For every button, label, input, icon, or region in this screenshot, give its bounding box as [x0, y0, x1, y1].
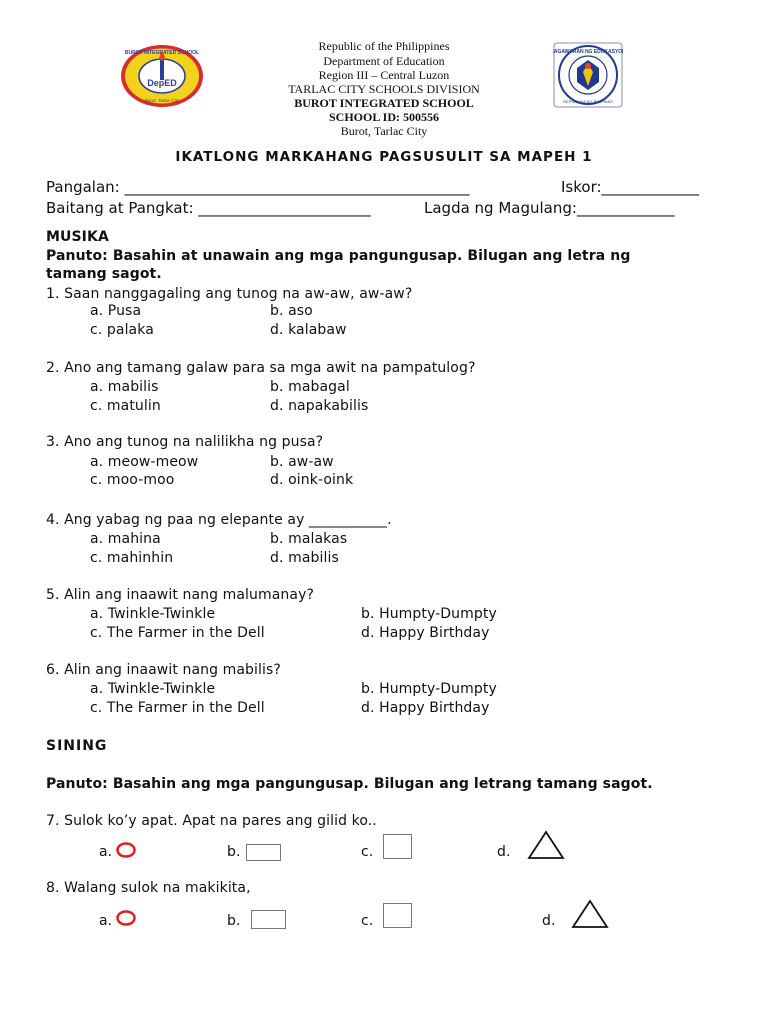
q3-option-d[interactable]: d. oink-oink — [270, 472, 354, 488]
question-8: 8. Walang sulok na makikita, — [46, 880, 251, 896]
q2-option-d[interactable]: d. napakabilis — [270, 398, 369, 414]
q1-option-a[interactable]: a. Pusa — [90, 303, 142, 319]
header-address: Burot, Tarlac City — [340, 124, 428, 138]
rectangle-icon — [246, 844, 282, 866]
q8-option-a[interactable]: a. — [99, 913, 113, 929]
q2-option-c[interactable]: c. matulin — [90, 398, 161, 414]
q2-option-b[interactable]: b. mabagal — [270, 379, 350, 395]
circle-icon — [115, 841, 137, 863]
q6-option-c[interactable]: c. The Farmer in the Dell — [90, 700, 265, 716]
question-7: 7. Sulok ko’y apat. Apat na pares ang gilid ko.. — [46, 813, 377, 829]
q4-option-c[interactable]: c. mahinhin — [90, 550, 174, 566]
q6-option-d[interactable]: d. Happy Birthday — [361, 700, 490, 716]
square-icon — [383, 834, 413, 864]
exam-title: IKATLONG MARKAHANG PAGSUSULIT SA MAPEH 1 — [175, 149, 593, 165]
header-school-name: BUROT INTEGRATED SCHOOL — [294, 96, 474, 110]
question-6: 6. Alin ang inaawit nang mabilis? — [46, 662, 281, 678]
section-heading-musika: MUSIKA — [46, 229, 109, 245]
header-school-id: SCHOOL ID: 500556 — [328, 110, 439, 124]
q1-option-b[interactable]: b. aso — [270, 303, 313, 319]
q1-option-d[interactable]: d. kalabaw — [270, 322, 347, 338]
q3-option-c[interactable]: c. moo-moo — [90, 472, 175, 488]
q3-option-a[interactable]: a. meow-meow — [90, 454, 199, 470]
q8-option-d[interactable]: d. — [542, 913, 556, 929]
parent-signature-field[interactable]: Lagda ng Magulang:_____________ — [424, 199, 675, 217]
q4-option-b[interactable]: b. malakas — [270, 531, 348, 547]
q7-option-a[interactable]: a. — [99, 844, 113, 860]
score-field[interactable]: Iskor:_____________ — [561, 178, 700, 196]
q8-option-c[interactable]: c. — [361, 913, 374, 929]
header-region: Region III – Central Luzon — [318, 68, 450, 82]
sining-directions: Panuto: Basahin ang mga pangungusap. Bilugan ang letrang tamang sagot. — [46, 776, 653, 792]
section-heading-sining: SINING — [46, 738, 108, 754]
question-2: 2. Ano ang tamang galaw para sa mga awit na pampatulog? — [46, 360, 476, 376]
q5-option-b[interactable]: b. Humpty-Dumpty — [361, 606, 497, 622]
name-field[interactable]: Pangalan: ______________________________________________ — [46, 178, 470, 196]
question-3: 3. Ano ang tunog na nalilikha ng pusa? — [46, 434, 324, 450]
rectangle-icon — [251, 910, 287, 934]
q5-option-d[interactable]: d. Happy Birthday — [361, 625, 490, 641]
q7-option-c[interactable]: c. — [361, 844, 374, 860]
svg-text:Burot, Tarlac City: Burot, Tarlac City — [144, 98, 180, 103]
question-1: 1. Saan nanggagaling ang tunog na aw-aw, aw-aw? — [46, 286, 413, 302]
q8-option-b[interactable]: b. — [227, 913, 241, 929]
q5-option-a[interactable]: a. Twinkle-Twinkle — [90, 606, 216, 622]
grade-section-field[interactable]: Baitang at Pangkat: _______________________ — [46, 199, 371, 217]
question-5: 5. Alin ang inaawit nang malumanay? — [46, 587, 315, 603]
q4-option-a[interactable]: a. mahina — [90, 531, 161, 547]
q7-option-d[interactable]: d. — [497, 844, 511, 860]
svg-text:REPUBLIKA NG PILIPINAS: REPUBLIKA NG PILIPINAS — [563, 99, 613, 104]
q6-option-a[interactable]: a. Twinkle-Twinkle — [90, 681, 216, 697]
musika-directions: Panuto: Basahin at unawain ang mga pangungusap. Bilugan ang letra ng — [46, 248, 631, 264]
q4-option-d[interactable]: d. mabilis — [270, 550, 339, 566]
circle-icon — [115, 909, 137, 931]
header-department: Department of Education — [323, 54, 445, 68]
q5-option-c[interactable]: c. The Farmer in the Dell — [90, 625, 265, 641]
triangle-icon — [527, 830, 565, 864]
q7-option-b[interactable]: b. — [227, 844, 241, 860]
header-division: TARLAC CITY SCHOOLS DIVISION — [288, 82, 480, 96]
header-republic: Republic of the Philippines — [318, 39, 450, 53]
q2-option-a[interactable]: a. mabilis — [90, 379, 159, 395]
question-4: 4. Ang yabag ng paa ng elepante ay ___________. — [46, 512, 392, 528]
musika-directions-cont: tamang sagot. — [46, 266, 162, 282]
q1-option-c[interactable]: c. palaka — [90, 322, 154, 338]
q3-option-b[interactable]: b. aw-aw — [270, 454, 334, 470]
q6-option-b[interactable]: b. Humpty-Dumpty — [361, 681, 497, 697]
svg-text:BUROT INTEGRATED SCHOOL: BUROT INTEGRATED SCHOOL — [124, 50, 200, 56]
svg-text:KAGAWARAN NG EDUKASYON: KAGAWARAN NG EDUKASYON — [553, 49, 623, 55]
square-icon — [383, 903, 413, 933]
triangle-icon — [571, 899, 609, 933]
svg-text:DepED: DepED — [147, 78, 177, 88]
